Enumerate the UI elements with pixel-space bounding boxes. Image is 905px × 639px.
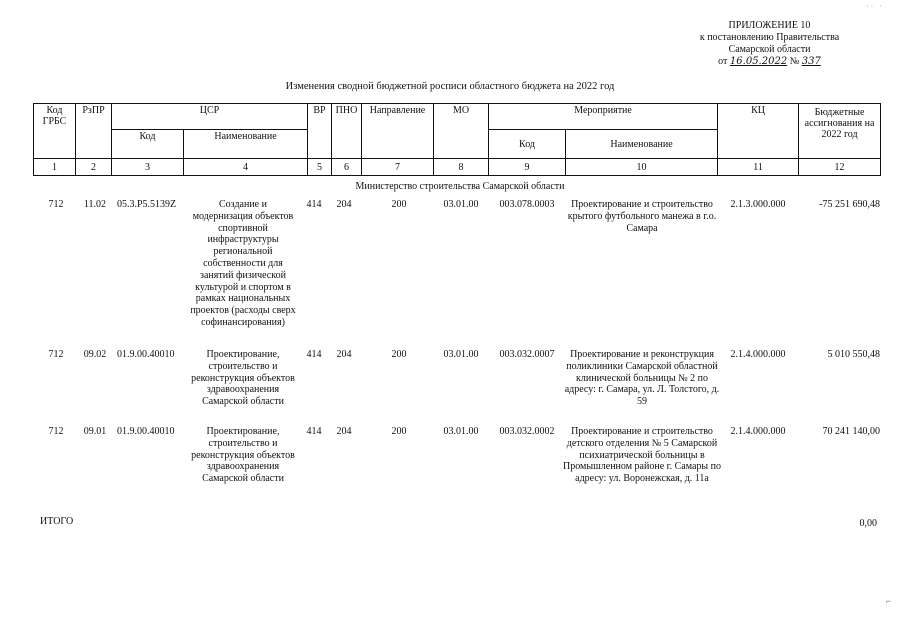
vr-code: 414 xyxy=(306,349,322,360)
column-number: 10 xyxy=(566,159,718,176)
event-code: 003.032.0007 xyxy=(499,349,555,360)
handwritten-number: 337 xyxy=(801,56,821,67)
budget-amount: 70 241 140,00 xyxy=(822,426,880,437)
column-number: 1 xyxy=(34,159,76,176)
event-code: 003.078.0003 xyxy=(499,199,555,210)
header-direction: Направление xyxy=(362,104,434,159)
column-number: 6 xyxy=(332,159,362,176)
number-label: № xyxy=(789,56,800,67)
pno-code: 204 xyxy=(336,426,352,437)
mo-code: 03.01.00 xyxy=(443,199,479,210)
direction-code: 200 xyxy=(391,349,407,360)
appendix-title: ПРИЛОЖЕНИЕ 10 xyxy=(728,20,811,31)
scan-specks: ·· · xyxy=(866,2,884,11)
csr-name: Проектирование, строительство и реконструкция объектов здравоохранения Самарской области xyxy=(191,426,295,485)
column-number: 3 xyxy=(112,159,184,176)
grbs-code: 712 xyxy=(48,199,64,210)
column-number: 7 xyxy=(362,159,434,176)
total-label: ИТОГО xyxy=(40,516,74,527)
budget-amount: 5 010 550,48 xyxy=(827,349,880,360)
header-csr: ЦСР xyxy=(112,104,308,130)
vr-code: 414 xyxy=(306,199,322,210)
column-number: 12 xyxy=(799,159,881,176)
appendix-line-1: к постановлению Правительства xyxy=(699,32,840,43)
header-vr: ВР xyxy=(308,104,332,159)
kc-code: 2.1.4.000.000 xyxy=(730,349,786,360)
mo-code: 03.01.00 xyxy=(443,349,479,360)
mo-code: 03.01.00 xyxy=(443,426,479,437)
column-number: 5 xyxy=(308,159,332,176)
grbs-code: 712 xyxy=(48,349,64,360)
column-number: 2 xyxy=(76,159,112,176)
event-code: 003.032.0002 xyxy=(499,426,555,437)
budget-amount: -75 251 690,48 xyxy=(819,199,880,210)
column-number: 8 xyxy=(434,159,489,176)
appendix-line-2: Самарской области xyxy=(728,44,811,55)
rzpr-code: 09.01 xyxy=(83,426,107,437)
csr-name: Проектирование, строительство и реконструкция объектов здравоохранения Самарской области xyxy=(191,349,295,408)
header-budget: Бюджетные ассигнования на 2022 год xyxy=(799,104,881,159)
header-csr-code: Код xyxy=(112,130,184,159)
handwritten-date: 16.05.2022 xyxy=(729,56,788,67)
header-event-code: Код xyxy=(489,130,566,159)
direction-code: 200 xyxy=(391,199,407,210)
header-grbs: Код ГРБС xyxy=(34,104,76,159)
ministry-heading: Министерство строительства Самарской области xyxy=(355,181,565,192)
header-csr-name: Наименование xyxy=(184,130,308,159)
csr-code: 01.9.00.40010 xyxy=(117,349,175,360)
direction-code: 200 xyxy=(391,426,407,437)
event-name: Проектирование и строительство крытого футбольного манежа в г.о. Самара xyxy=(567,199,717,234)
vr-code: 414 xyxy=(306,426,322,437)
header-mo: МО xyxy=(434,104,489,159)
appendix-date-number xyxy=(672,56,867,68)
total-value: 0,00 xyxy=(859,518,877,529)
from-label: от xyxy=(718,56,728,67)
grbs-code: 712 xyxy=(48,426,64,437)
event-name: Проектирование и реконструкция поликлиники Самарской областной клинической больницы № 2 по адресу: г. Самара, ул. Л. Толстого, д. 59 xyxy=(564,349,720,408)
pno-code: 204 xyxy=(336,349,352,360)
csr-name: Создание и модернизация объектов спортивной инфраструктуры региональной собственности для занятий физической культурой и спортом в рамках национальных проектов (расходы сверх софинансирования) xyxy=(190,199,296,328)
kc-code: 2.1.4.000.000 xyxy=(730,426,786,437)
csr-code: 01.9.00.40010 xyxy=(117,426,175,437)
header-pno: ПНО xyxy=(332,104,362,159)
appendix-block xyxy=(672,20,867,68)
column-number: 9 xyxy=(489,159,566,176)
header-rzpr: РзПР xyxy=(76,104,112,159)
csr-code: 05.3.P5.5139Z xyxy=(117,199,177,210)
rzpr-code: 11.02 xyxy=(83,199,107,210)
pno-code: 204 xyxy=(336,199,352,210)
header-event: Мероприятие xyxy=(489,104,718,130)
rzpr-code: 09.02 xyxy=(83,349,107,360)
header-event-name: Наименование xyxy=(566,130,718,159)
event-name: Проектирование и строительство детского отделения № 5 Самарской психиатрической больницы в Промышленном районе г. Самары по адресу: ул. Воронежская, д. 11а xyxy=(563,426,721,485)
header-kc: КЦ xyxy=(718,104,799,159)
column-number: 11 xyxy=(718,159,799,176)
scan-mark: ⌐ xyxy=(886,596,892,606)
kc-code: 2.1.3.000.000 xyxy=(730,199,786,210)
budget-table-header xyxy=(33,103,881,176)
document-title: Изменения сводной бюджетной росписи областного бюджета на 2022 год xyxy=(285,81,615,92)
column-number: 4 xyxy=(184,159,308,176)
